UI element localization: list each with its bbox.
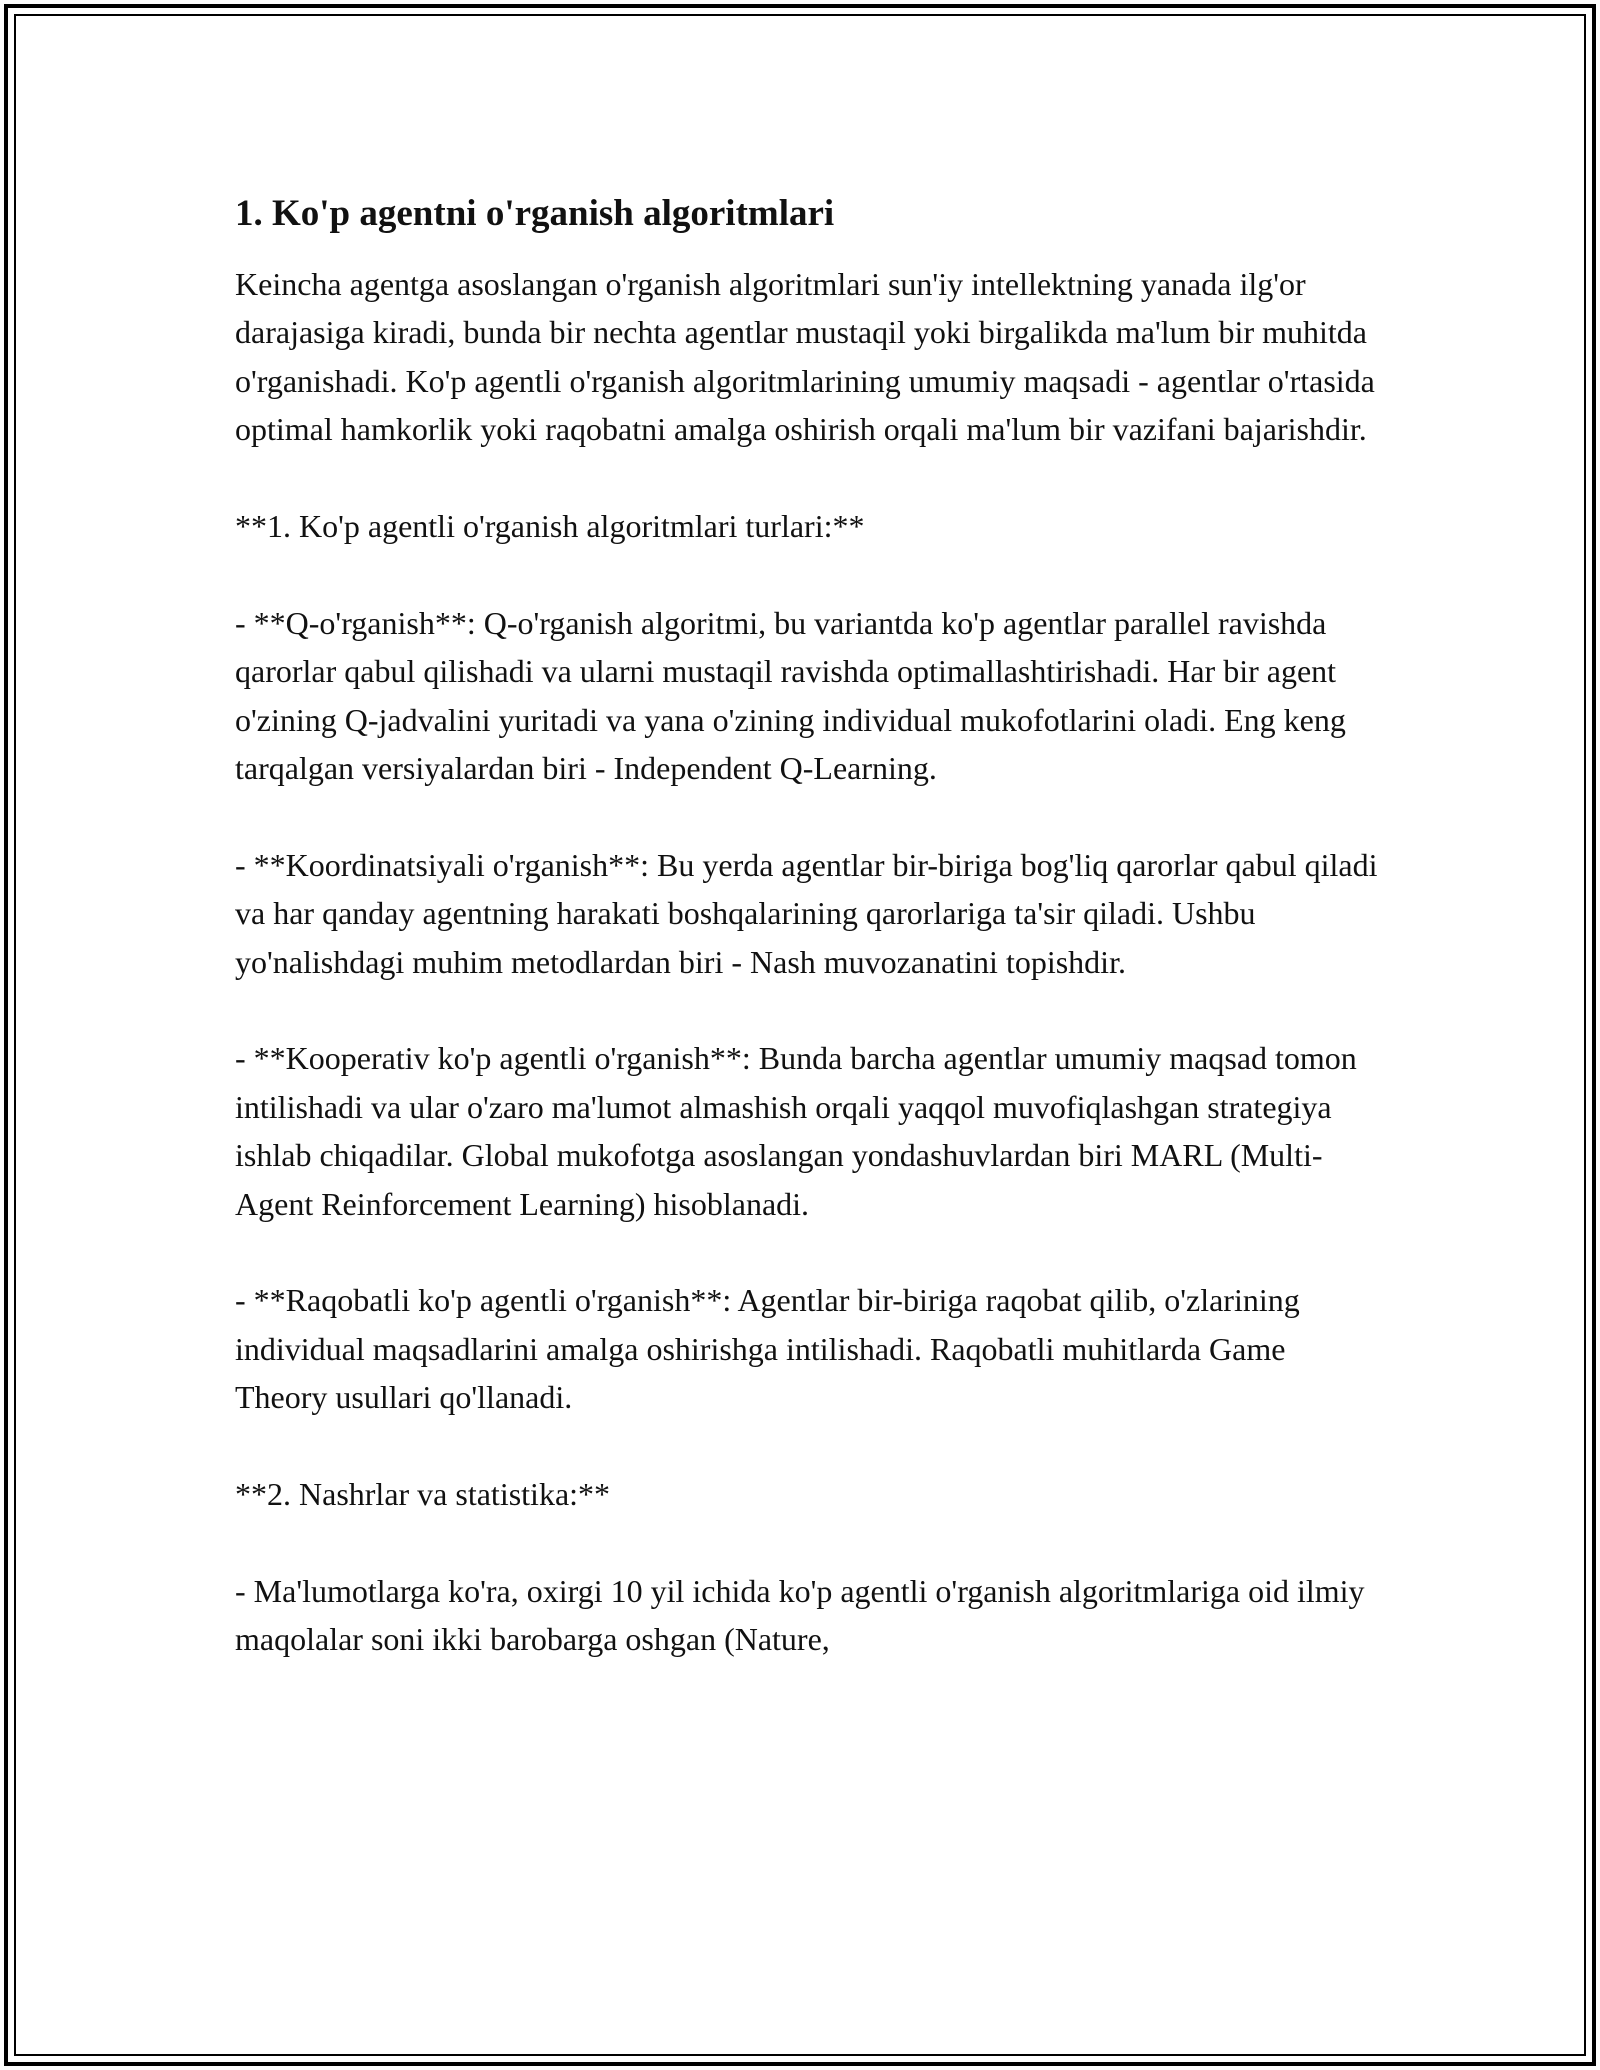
document-title: 1. Ko'p agentni o'rganish algoritmlari: [235, 193, 835, 234]
list-item-competitive: - **Raqobatli ko'p agentli o'rganish**: Agentlar bir-biriga raqobat qilib, o'zlarining individual maqsadlarini amalga oshirishga intilishadi. Raqobatli muhitlarda Game Theory usullari qo'llanadi.: [235, 1282, 1300, 1416]
list-item-publications: - Ma'lumotlarga ko'ra, oxirgi 10 yil ichida ko'p agentli o'rganish algoritmlariga oid ilmiy maqolalar soni ikki barobarga oshgan (Nature,: [235, 1572, 1365, 1658]
intro-paragraph: Keincha agentga asoslangan o'rganish algoritmlari sun'iy intellektning yanada ilg'or darajasiga kiradi, bunda bir nechta agentlar mustaqil yoki birgalikda ma'lum bir muhitda o'rganishadi. Ko'p agentli o'rganish algoritmlarining umumiy maqsadi - agentlar o'rtasida optimal hamkorlik yoki raqobatni amalga oshirish orqali ma'lum bir vazifani bajarishdir.: [235, 266, 1375, 448]
section-heading-publications: **2. Nashrlar va statistika:**: [235, 1476, 611, 1513]
list-item-q-learning: - **Q-o'rganish**: Q-o'rganish algoritmi, bu variantda ko'p agentlar parallel ravishda qarorlar qabul qilishadi va ularni mustaqil ravishda optimallashtirishadi. Har bir agent o'zining Q-jadvalini yuritadi va yana o'zining individual mukofotlarini oladi. Eng keng tarqalgan versiyalardan biri - Independent Q-Learning.: [235, 604, 1346, 787]
list-item-cooperative: - **Kooperativ ko'p agentli o'rganish**: Bunda barcha agentlar umumiy maqsad tomon intilishadi va ular o'zaro ma'lumot almashish orqali yaqqol muvofiqlashgan strategiya ishlab chiqadilar. Global mukofotga asoslangan yondashuvlardan biri MARL (Multi-Agent Reinforcement Learning) hisoblanadi.: [235, 1040, 1357, 1222]
section-heading-types: **1. Ko'p agentli o'rganish algoritmlari turlari:**: [235, 508, 865, 545]
list-item-coordination: - **Koordinatsiyali o'rganish**: Bu yerda agentlar bir-biriga bog'liq qarorlar qabul qiladi va har qanday agentning harakati boshqalarining qarorlariga ta'sir qiladi. Ushbu yo'nalishdagi muhim metodlardan biri - Nash muvozanatini topishdir.: [235, 846, 1378, 980]
document-body: [235, 190, 1385, 1712]
